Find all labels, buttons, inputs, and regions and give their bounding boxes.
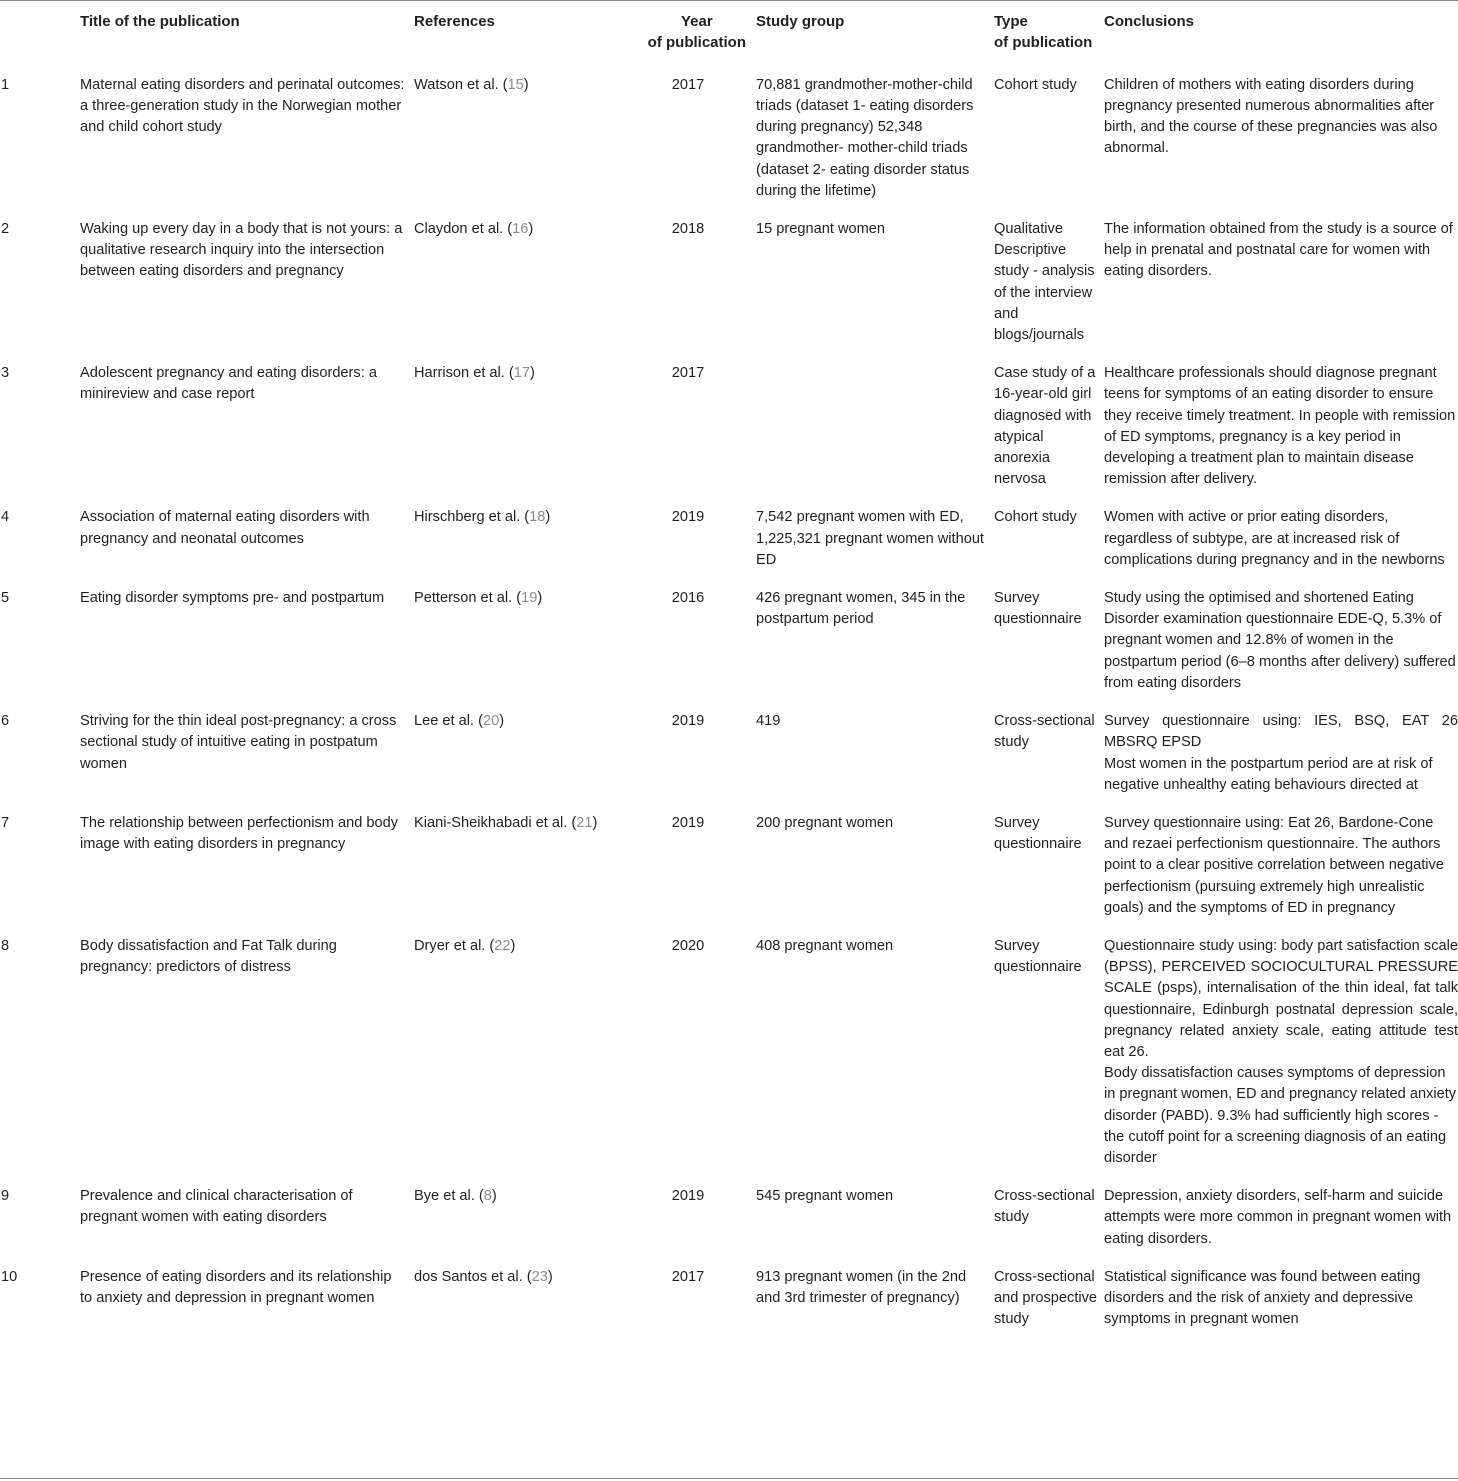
row-study-group: 419	[756, 713, 781, 730]
row-study-group: 913 pregnant women (in the 2nd and 3rd trimester of pregnancy)	[756, 1268, 967, 1306]
row-type: Survey questionnaire	[994, 937, 1082, 976]
ref-close: )	[523, 76, 529, 93]
row-reference	[414, 936, 620, 1186]
ref-number-link[interactable]: 18	[529, 509, 546, 526]
row-type: Survey questionnaire	[994, 590, 1082, 628]
row-title: Maternal eating disorders and perinatal outcomes: a three-generation study in the Norwegian mother and child cohort study	[80, 76, 405, 136]
header-title: Title of the publication	[80, 13, 240, 30]
ref-number-link[interactable]: 8	[483, 1188, 492, 1205]
header-type-line2: of publication	[994, 34, 1093, 52]
row-reference	[414, 711, 620, 813]
ref-authors: Lee et al. (	[414, 713, 483, 730]
ref-number-link[interactable]: 17	[513, 365, 530, 382]
row-number: 3	[1, 365, 10, 382]
row-title: Prevalence and clinical characterisation of pregnant women with eating disorders	[80, 1188, 353, 1226]
header-type-line1: Type	[994, 13, 1028, 30]
ref-close: )	[592, 814, 598, 831]
row-conclusions	[1104, 711, 1458, 813]
table-row	[0, 1267, 1458, 1348]
row-type: Cross-sectional study	[994, 1188, 1095, 1226]
row-type: Qualitative Descriptive study - analysis of the interview and blogs/journals	[994, 221, 1095, 344]
row-type: Cohort study	[994, 509, 1077, 526]
row-year: 2020	[671, 937, 705, 954]
row-year: 2017	[671, 76, 705, 93]
row-study-group: 408 pregnant women	[756, 937, 894, 954]
row-type: Cohort study	[994, 76, 1077, 93]
row-title: Association of maternal eating disorders with pregnancy and neonatal outcomes	[80, 509, 370, 547]
row-year: 2016	[671, 590, 705, 607]
row-reference	[414, 75, 620, 219]
row-title: Presence of eating disorders and its relationship to anxiety and depression in pregnant women	[80, 1268, 392, 1306]
row-type: Cross-sectional and prospective study	[994, 1268, 1098, 1328]
ref-authors: Hirschberg et al. (	[414, 509, 530, 526]
ref-close: )	[547, 1268, 553, 1285]
conclusions-paragraph: Body dissatisfaction causes symptoms of depression in pregnant women, ED and pregnancy related anxiety disorder (PABD). 9.3% had sufficiently high scores - the cutoff point for a screening diagnosis of an eating disorder	[1104, 1065, 1457, 1166]
row-number: 6	[1, 713, 10, 730]
conclusions-paragraph: Survey questionnaire using: IES, BSQ, EAT 26 MBSRQ EPSD	[1104, 713, 1458, 751]
table-row	[0, 588, 1458, 711]
ref-number-link[interactable]: 21	[576, 814, 593, 831]
ref-number-link[interactable]: 16	[512, 221, 529, 238]
ref-authors: Bye et al. (	[414, 1188, 484, 1205]
row-year: 2017	[671, 1268, 705, 1285]
row-title: The relationship between perfectionism and body image with eating disorders in pregnancy	[80, 814, 399, 853]
ref-close: )	[537, 590, 543, 607]
row-title: Striving for the thin ideal post-pregnancy: a cross sectional study of intuitive eating in postpatum women	[80, 713, 397, 772]
header-year	[620, 11, 756, 75]
row-conclusions: Children of mothers with eating disorders during pregnancy presented numerous abnormalities after birth, and the course of these pregnancies was also abnormal.	[1104, 76, 1438, 157]
ref-number-link[interactable]: 22	[494, 937, 511, 954]
row-reference	[414, 813, 620, 936]
header-study-group: Study group	[756, 13, 845, 30]
header-type	[994, 11, 1104, 75]
ref-close: )	[545, 509, 551, 526]
row-conclusions: Survey questionnaire using: Eat 26, Bardone-Cone and rezaei perfectionism questionnaire. The authors point to a clear positive correlation between negative perfectionism (pursuing extremely high unrealistic goals) and the symptoms of ED in pregnancy	[1104, 814, 1444, 916]
row-year: 2019	[671, 1188, 705, 1205]
ref-authors: dos Santos et al. (	[414, 1268, 532, 1285]
row-reference	[414, 1267, 620, 1348]
ref-authors: Petterson et al. (	[414, 590, 522, 607]
ref-close: )	[499, 713, 505, 730]
row-type: Cross-sectional study	[994, 713, 1095, 751]
row-study-group	[756, 363, 994, 507]
table-row	[0, 813, 1458, 936]
ref-close: )	[491, 1188, 497, 1205]
table-row	[0, 507, 1458, 588]
row-conclusions	[1104, 936, 1458, 1186]
row-number: 8	[1, 937, 10, 954]
row-title: Waking up every day in a body that is not yours: a qualitative research inquiry into the intersection between eating disorders and pregnancy	[80, 221, 403, 280]
header-conclusions: Conclusions	[1104, 13, 1195, 30]
row-reference	[414, 588, 620, 711]
conclusions-paragraph: Questionnaire study using: body part satisfaction scale (BPSS), PERCEIVED SOCIOCULTURAL PRESSURE SCALE (psps), internalisation of the thin ideal, fat talk questionnaire, Edinburgh postnatal depression scale, pregnancy related anxiety scale, eating attitude test eat 26.	[1104, 937, 1458, 1060]
ref-number-link[interactable]: 15	[507, 76, 524, 93]
row-title: Adolescent pregnancy and eating disorders: a minireview and case report	[80, 365, 377, 403]
row-number: 10	[1, 1268, 18, 1285]
table-row	[0, 363, 1458, 507]
ref-close: )	[528, 221, 534, 238]
ref-authors: Claydon et al. (	[414, 221, 513, 238]
row-conclusions: Study using the optimised and shortened Eating Disorder examination questionnaire EDE-Q, 5.3% of pregnant women and 12.8% of women in the postpartum period (6–8 months after delivery) suffered from eating disorders	[1104, 590, 1456, 691]
row-type: Case study of a 16-year-old girl diagnosed with atypical anorexia nervosa	[994, 365, 1096, 488]
row-number: 7	[1, 814, 10, 831]
row-year: 2019	[671, 509, 705, 526]
row-conclusions: Statistical significance was found between eating disorders and the risk of anxiety and depressive symptoms in pregnant women	[1104, 1268, 1421, 1328]
row-year: 2019	[671, 814, 705, 831]
row-conclusions: Healthcare professionals should diagnose pregnant teens for symptoms of an eating disorder to ensure they receive timely treatment. In people with remission of ED symptoms, pregnancy is a key period in developing a treatment plan to maintain disease remission after delivery.	[1104, 365, 1456, 488]
ref-authors: Watson et al. (	[414, 76, 508, 93]
table-row	[0, 711, 1458, 813]
header-year-line1: Year	[680, 13, 713, 30]
row-study-group: 200 pregnant women	[756, 814, 894, 831]
row-number: 1	[1, 76, 10, 93]
conclusions-paragraph: Most women in the postpartum period are at risk of negative unhealthy eating behaviours directed at	[1104, 755, 1433, 793]
row-study-group: 426 pregnant women, 345 in the postpartum period	[756, 590, 966, 628]
row-title: Eating disorder symptoms pre- and postpartum	[80, 590, 385, 607]
table-row	[0, 1186, 1458, 1267]
ref-authors: Harrison et al. (	[414, 365, 514, 382]
row-number: 2	[1, 221, 10, 238]
header-row	[0, 11, 1458, 75]
row-type: Survey questionnaire	[994, 814, 1082, 853]
row-title: Body dissatisfaction and Fat Talk during pregnancy: predictors of distress	[80, 937, 337, 976]
row-number: 4	[1, 509, 10, 526]
row-conclusions: The information obtained from the study is a source of help in prenatal and postnatal care for women with eating disorders.	[1104, 221, 1453, 280]
row-study-group: 15 pregnant women	[756, 221, 885, 238]
table-bottom-rule	[0, 1478, 1458, 1479]
ref-number-link[interactable]: 19	[521, 590, 538, 607]
table-row	[0, 219, 1458, 363]
row-reference	[414, 363, 620, 507]
ref-close: )	[530, 365, 535, 382]
row-reference	[414, 1186, 620, 1267]
ref-number-link[interactable]: 23	[531, 1268, 548, 1285]
header-year-line2: of publication	[647, 34, 746, 52]
table-row	[0, 75, 1458, 219]
ref-authors: Kiani-Sheikhabadi et al. (	[414, 814, 577, 831]
row-reference	[414, 507, 620, 588]
ref-authors: Dryer et al. (	[414, 937, 495, 954]
row-study-group: 70,881 grandmother-mother-child triads (dataset 1- eating disorders during pregnancy) 52,348 grandmother- mother-child triads (dataset 2- eating disorder status during the lifetime)	[756, 76, 974, 199]
row-conclusions: Depression, anxiety disorders, self-harm and suicide attempts were more common in pregnant women with eating disorders.	[1104, 1188, 1452, 1247]
row-conclusions: Women with active or prior eating disorders, regardless of subtype, are at increased risk of complications during pregnancy and in the newborns	[1104, 509, 1445, 568]
row-year: 2019	[671, 713, 705, 730]
publication-table	[0, 11, 1458, 1347]
row-number: 5	[1, 590, 10, 607]
header-year-inner	[648, 11, 746, 54]
ref-close: )	[510, 937, 516, 954]
row-reference	[414, 219, 620, 363]
table-top-rule	[0, 0, 1458, 1]
row-study-group: 545 pregnant women	[756, 1188, 894, 1205]
row-number: 9	[1, 1188, 10, 1205]
row-year: 2018	[671, 221, 705, 238]
header-no	[0, 11, 80, 75]
row-study-group: 7,542 pregnant women with ED, 1,225,321 pregnant women without ED	[756, 509, 984, 568]
row-year: 2017	[671, 365, 705, 382]
table-row	[0, 936, 1458, 1186]
header-references: References	[414, 13, 495, 30]
ref-number-link[interactable]: 20	[482, 713, 500, 730]
